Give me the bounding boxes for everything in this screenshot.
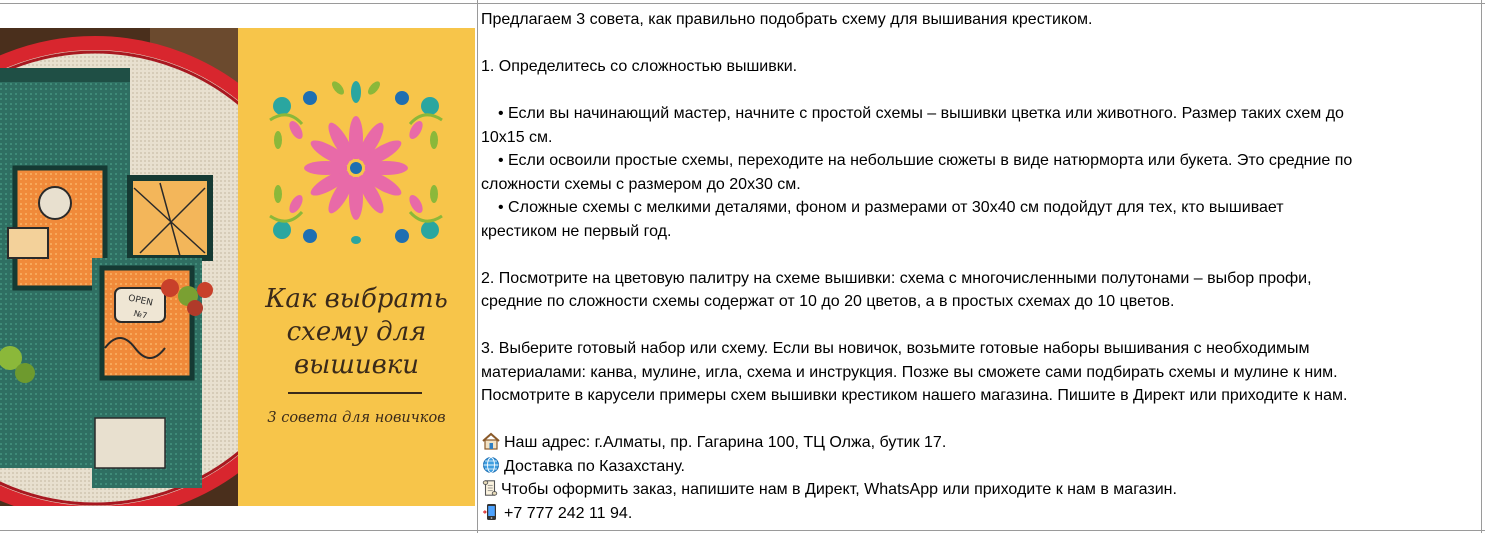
address-text: Наш адрес: г.Алматы, пр. Гагарина 100, ТЦ Олжа, бутик 17. (504, 434, 947, 451)
tip3-line3: Посмотрите в карусели примеры схем вышивки крестиком нашего магазина. Пишите в Директ или приходите к нам. (481, 387, 1348, 404)
poster-subtitle: 3 совета для новичков (267, 410, 446, 426)
column-divider (477, 0, 478, 533)
poster-card (238, 28, 475, 506)
phone-line (481, 502, 1479, 526)
poster-divider (288, 392, 422, 394)
spacer (481, 243, 1479, 267)
order-line (481, 478, 1479, 502)
tip3-line2: материалами: канва, мулине, игла, схема и инструкция. Позже вы сможете сами подбирать схемы и мулине к ним. (481, 363, 1338, 381)
spacer (481, 79, 1479, 103)
globe-icon (481, 456, 501, 474)
image-cell[interactable] (0, 28, 475, 506)
table-bottom-border (0, 530, 1485, 531)
text-cell[interactable] (481, 8, 1479, 525)
address-line (481, 431, 1479, 455)
bullet2-line2: сложности схемы с размером до 20x30 см. (481, 175, 801, 193)
flower-ornament-icon (258, 48, 454, 244)
mobile-phone-icon (481, 503, 501, 521)
poster-title (238, 283, 475, 382)
open-sign-text: OPEN (127, 293, 154, 309)
table-right-border (1481, 0, 1482, 533)
open-sign-number: №7 (133, 308, 149, 321)
bullet1-line2: 10x15 см. (481, 128, 553, 146)
spacer (481, 32, 1479, 56)
table-top-border (0, 3, 1485, 4)
order-text: Чтобы оформить заказ, напишите нам в Директ, WhatsApp или приходите к нам в магазин. (501, 481, 1177, 498)
embroidery-photo (0, 28, 238, 506)
scroll-icon (481, 479, 499, 497)
bullet1-line1: • Если вы начинающий мастер, начните с простой схемы – вышивки цветка или животного. Размер таких схем до (498, 105, 1344, 122)
bullet3-line2: крестиком не первый год. (481, 222, 672, 240)
spacer (481, 408, 1479, 432)
tip3-line1: 3. Выберите готовый набор или схему. Если вы новичок, возьмите готовые наборы вышивания с необходимым (481, 340, 1310, 357)
delivery-text: Доставка по Казахстану. (504, 457, 685, 475)
bullet3-line1: • Сложные схемы с мелкими деталями, фоном и размерами от 30x40 см подойдут для тех, кто вышивает (498, 199, 1284, 216)
poster-title-line2: схему для (286, 317, 427, 347)
bullet2-line1: • Если освоили простые схемы, переходите на небольшие сюжеты в виде натюрморта или букета. Это средние по (498, 152, 1353, 169)
spacer (481, 314, 1479, 338)
intro-text: Предлагаем 3 совета, как правильно подобрать схему для вышивания крестиком. (481, 11, 1093, 28)
phone-text: +7 777 242 11 94. (504, 504, 633, 522)
house-icon (481, 432, 501, 450)
poster-title-line1: Как выбрать (265, 284, 448, 314)
tip2-line1: 2. Посмотрите на цветовую палитру на схеме вышивки: схема с многочисленными полутонами – выбор профи, (481, 269, 1312, 287)
tip1-heading: 1. Определитесь со сложностью вышивки. (481, 58, 798, 75)
tip2-line2: средние по сложности схемы содержат от 10 до 20 цветов, а в простых схемах до 10 цветов. (481, 293, 1175, 310)
embroidery-photo-art (0, 28, 238, 506)
poster-title-line3: вышивки (293, 350, 420, 380)
delivery-line (481, 455, 1479, 479)
